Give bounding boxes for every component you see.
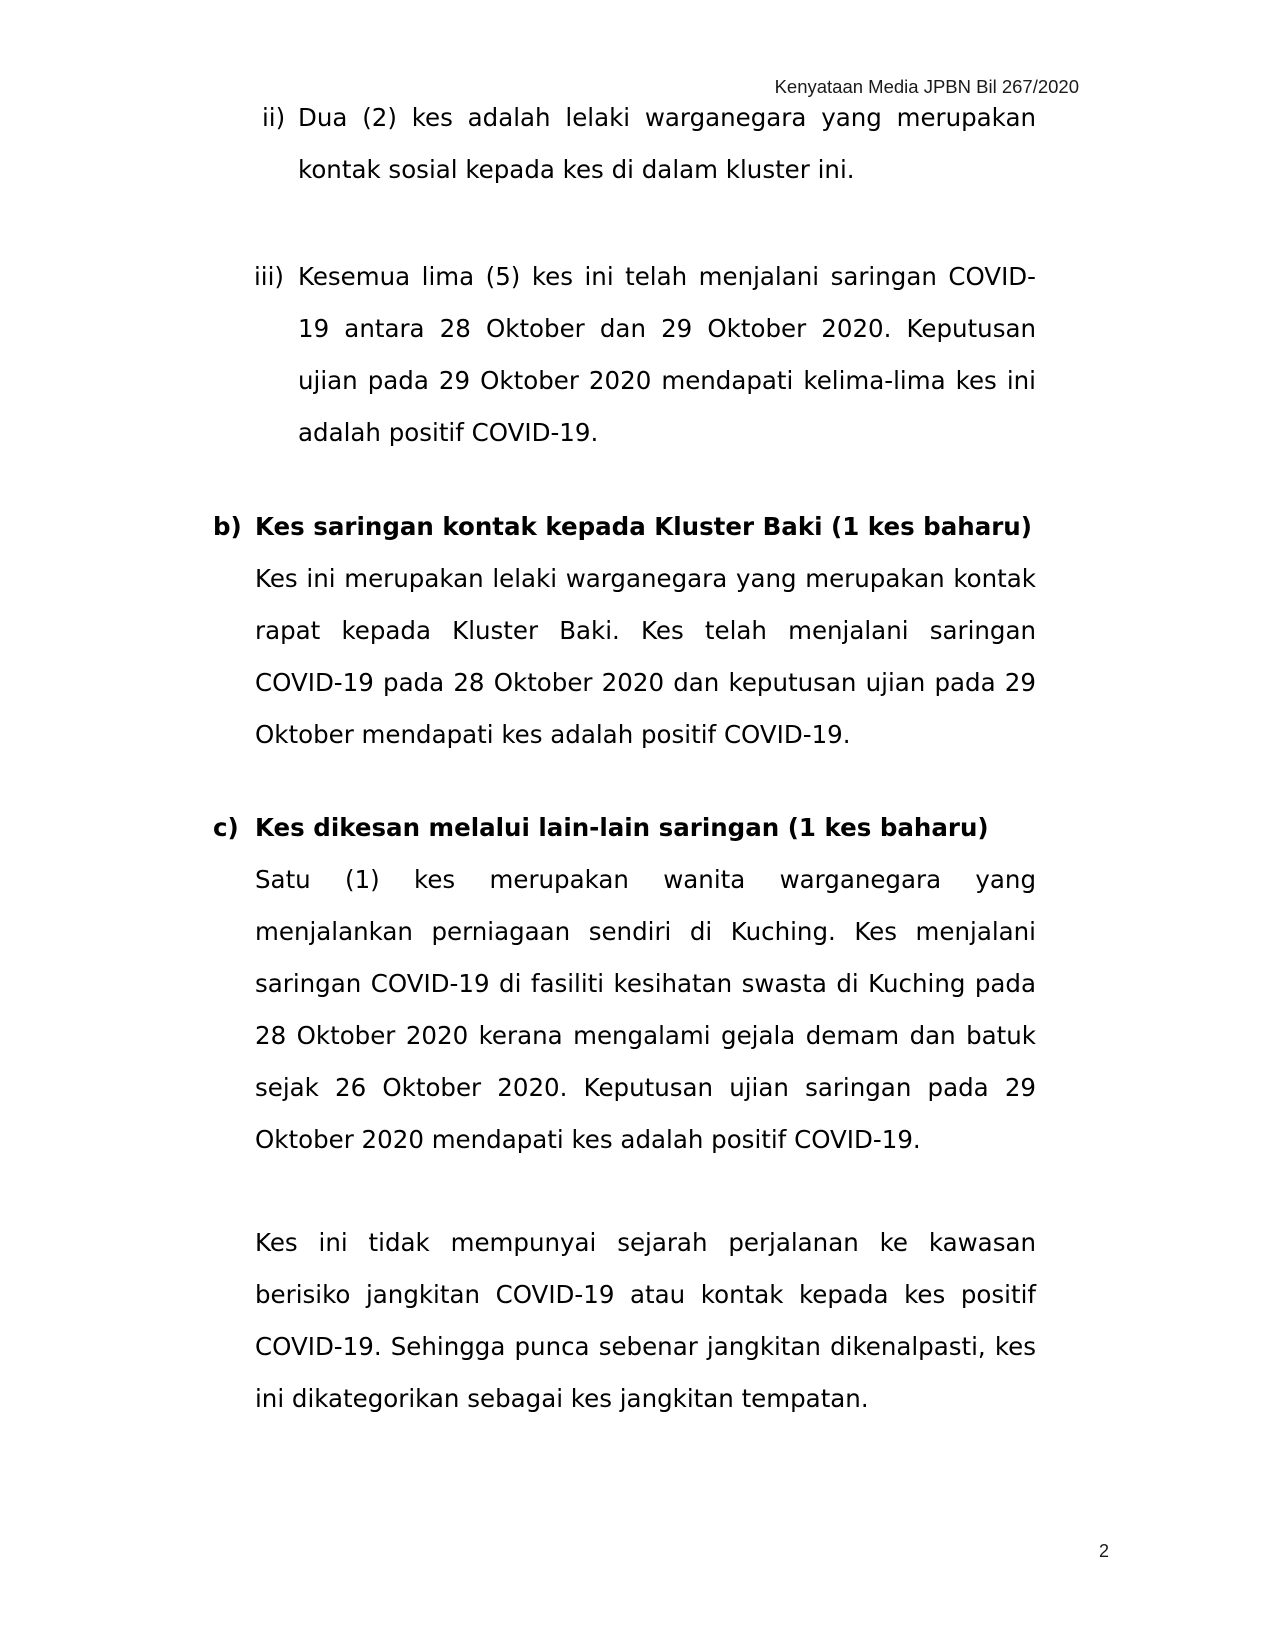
list-item-text: Kesemua lima (5) kes ini telah menjalani saringan COVID-19 antara 28 Oktober dan 29 Oktober 2020. Keputusan ujian pada 29 Oktober 2020 mendapati kelima-lima kes ini adalah positif COVID-19. — [298, 262, 1036, 447]
list-marker: ii) — [262, 103, 286, 132]
list-item-text: Dua (2) kes adalah lelaki warganegara yang merupakan kontak sosial kepada kes di dalam kluster ini. — [298, 103, 1036, 184]
section-b — [213, 501, 1036, 761]
section-body: Kes ini merupakan lelaki warganegara yang merupakan kontak rapat kepada Kluster Baki. Kes telah menjalani saringan COVID-19 pada 28 Oktober 2020 dan keputusan ujian pada 29 Oktober mendapati kes adalah positif COVID-19. — [255, 564, 1036, 749]
section-heading: Kes saringan kontak kepada Kluster Baki (1 kes baharu) — [255, 512, 1032, 541]
section-marker: b) — [213, 512, 242, 541]
list-marker: iii) — [254, 262, 284, 291]
section-marker: c) — [213, 813, 239, 842]
list-item-ii — [262, 92, 1036, 196]
section-body-paragraph-2: Kes ini tidak mempunyai sejarah perjalanan ke kawasan berisiko jangkitan COVID-19 atau kontak kepada kes positif COVID-19. Sehingga punca sebenar jangkitan dikenalpasti, kes ini dikategorikan sebagai kes jangkitan tempatan. — [255, 1228, 1036, 1413]
page-number: 2 — [1098, 1541, 1109, 1561]
section-c — [213, 802, 1036, 1425]
section-heading: Kes dikesan melalui lain-lain saringan (1 kes baharu) — [255, 813, 989, 842]
section-body: Satu (1) kes merupakan wanita warganegara yang menjalankan perniagaan sendiri di Kuching. Kes menjalani saringan COVID-19 di fasiliti kesihatan swasta di Kuching pada 28 Oktober 2020 kerana mengalami gejala demam dan batuk sejak 26 Oktober 2020. Keputusan ujian saringan pada 29 Oktober 2020 mendapati kes adalah positif COVID-19. — [255, 865, 1036, 1154]
document-header: Kenyataan Media JPBN Bil 267/2020 — [774, 76, 1079, 97]
list-item-iii — [254, 251, 1036, 459]
